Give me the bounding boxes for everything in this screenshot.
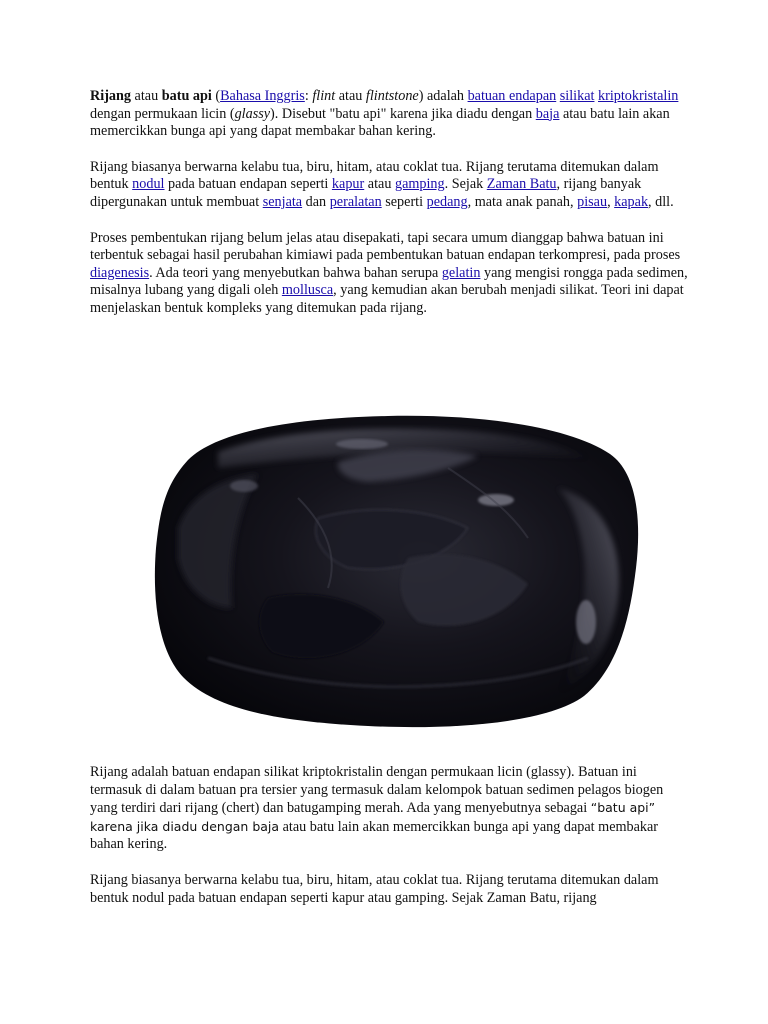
text: Rijang adalah batuan endapan silikat kriptokristalin dengan permukaan licin (glassy). Batuan ini termasuk di dalam batuan pra tersier yang termasuk dalam kelompok batuan sedimen pelagos biogen yang terdiri dari rijang (chert) dan batugamping merah. Ada yang menyebutnya sebagai: [90, 764, 664, 817]
link-kriptokristalin[interactable]: kriptokristalin: [598, 88, 679, 104]
text: atau: [335, 88, 366, 104]
text: atau: [131, 88, 162, 104]
link-zaman-batu[interactable]: Zaman Batu: [486, 176, 557, 193]
article-top: [90, 88, 690, 336]
term-batu-api: batu api: [161, 88, 212, 104]
link-nodul[interactable]: nodul: [132, 176, 165, 193]
link-gelatin[interactable]: gelatin: [441, 264, 481, 281]
term-rijang: Rijang: [90, 88, 131, 104]
link-gamping[interactable]: gamping: [394, 176, 445, 193]
article-bottom: [90, 764, 690, 925]
paragraph-colors-repeat: [90, 872, 690, 907]
link-pisau[interactable]: pisau: [577, 193, 608, 210]
text: (: [211, 88, 221, 104]
text: . Sejak: [444, 176, 487, 193]
paragraph-definition: [90, 764, 690, 854]
link-baja[interactable]: baja: [535, 105, 560, 122]
text: , dll.: [648, 193, 674, 210]
text: ). Disebut "batu api" karena jika diadu dengan: [270, 105, 536, 122]
term-glassy: glassy: [234, 105, 271, 122]
text: :: [304, 88, 313, 104]
text: , mata anak panah,: [467, 193, 578, 210]
link-silikat[interactable]: silikat: [559, 88, 595, 104]
text: seperti: [381, 193, 427, 210]
link-pedang[interactable]: pedang: [426, 193, 468, 210]
flint-stone-image: [148, 408, 644, 732]
link-mollusca[interactable]: mollusca: [281, 282, 334, 299]
text: , rijang banyak dipergunakan untuk membuat: [90, 176, 642, 210]
text: Proses pembentukan rijang belum jelas atau disepakati, tapi secara umum dianggap bahwa batuan ini terbentuk sebagai hasil perubahan kimiawi pada pembentukan batuan endapan terkompresi, pada proses: [90, 229, 681, 264]
link-kapak[interactable]: kapak: [614, 193, 649, 210]
flint-stone-photo: [148, 408, 644, 732]
text: atau: [364, 176, 395, 193]
link-senjata[interactable]: senjata: [262, 193, 303, 210]
term-flint: flint: [312, 88, 336, 104]
paragraph-intro: [90, 88, 690, 141]
link-kapur[interactable]: kapur: [331, 176, 365, 193]
text: ,: [607, 193, 615, 210]
text: dan: [302, 193, 330, 210]
text: atau batu lain akan memercikkan bunga api yang dapat membakar bahan kering.: [90, 105, 670, 140]
text: dengan permukaan licin (: [90, 105, 235, 122]
link-diagenesis[interactable]: diagenesis: [90, 264, 150, 281]
text: . Ada teori yang menyebutkan bahwa bahan serupa: [149, 264, 442, 281]
text: ) adalah: [418, 88, 468, 104]
text: Rijang biasanya berwarna kelabu tua, biru, hitam, atau coklat tua. Rijang terutama ditemukan dalam bentuk nodul pada batuan endapan seperti kapur atau gamping. Sejak Zaman Batu, rijang: [90, 871, 659, 906]
paragraph-formation: [90, 230, 690, 318]
link-bahasa-inggris[interactable]: Bahasa Inggris: [220, 88, 305, 104]
term-flintstone: flintstone: [365, 88, 419, 104]
text: Rijang biasanya berwarna kelabu tua, biru, hitam, atau coklat tua. Rijang terutama ditemukan dalam bentuk: [90, 158, 659, 193]
text: yang mengisi rongga pada sedimen, misalnya lubang yang digali oleh: [90, 264, 688, 299]
text: atau batu lain akan memercikkan bunga api yang dapat membakar bahan kering.: [90, 818, 659, 853]
link-batuan-endapan[interactable]: batuan endapan: [467, 88, 557, 104]
text: pada batuan endapan seperti: [164, 176, 332, 193]
link-peralatan[interactable]: peralatan: [329, 193, 382, 210]
text-sans-fragment: “batu api” karena jika diadu dengan baja: [90, 800, 656, 834]
paragraph-colors: [90, 159, 690, 212]
text: , yang kemudian akan berubah menjadi silikat. Teori ini dapat menjelaskan bentuk kompleks yang ditemukan pada rijang.: [90, 282, 684, 316]
